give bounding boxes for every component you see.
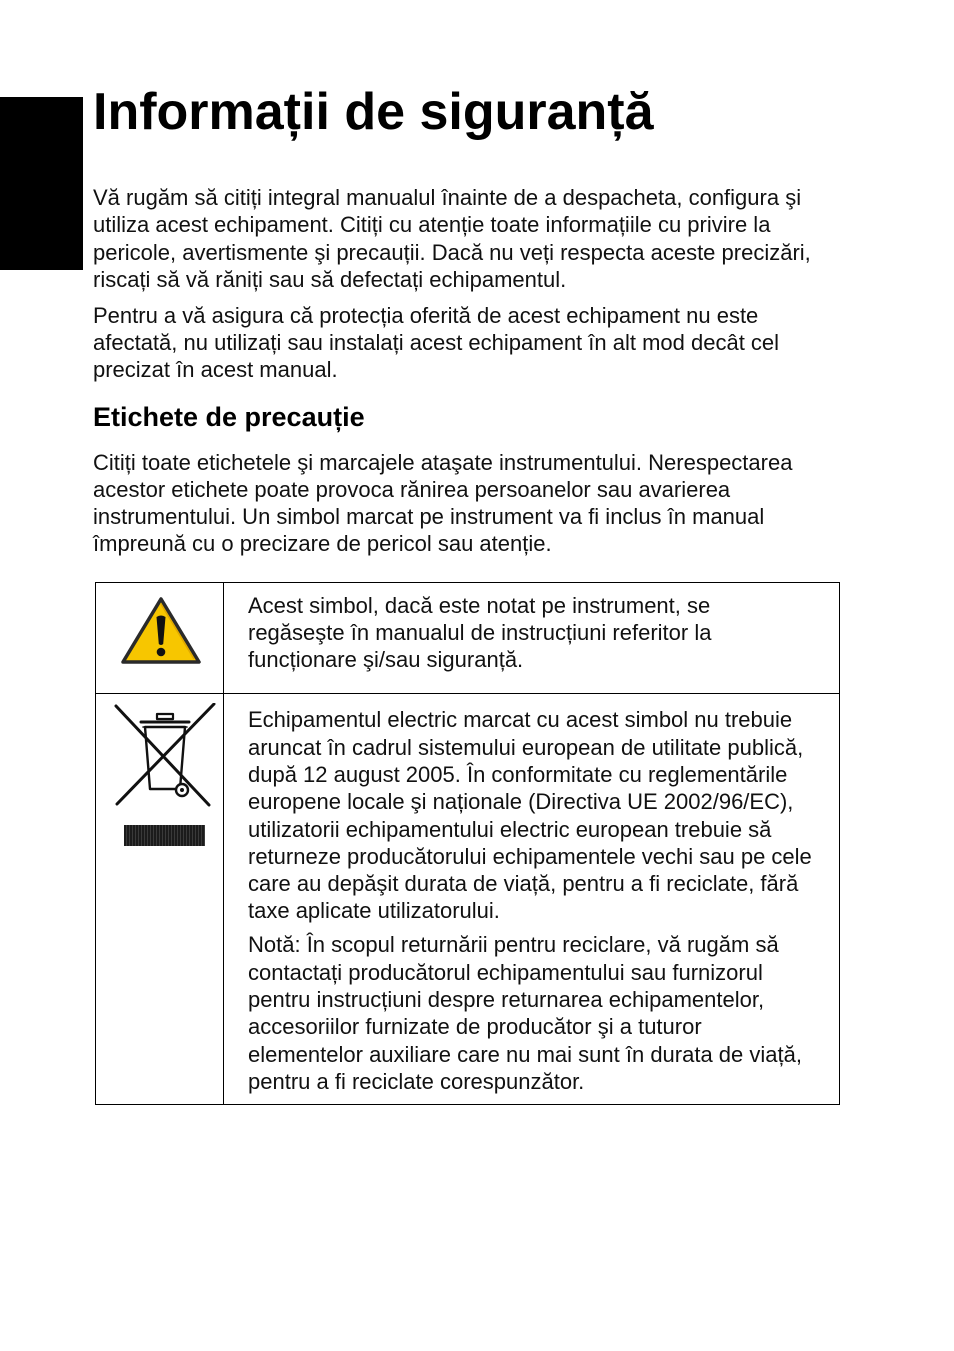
weee-marking-bar bbox=[124, 825, 205, 846]
paragraph-line: regăseşte în manualul de instrucțiuni referitor la bbox=[248, 619, 712, 645]
table-row bbox=[96, 693, 839, 1104]
paragraph-line: după 12 august 2005. În conformitate cu reglementările bbox=[248, 761, 788, 787]
page-title: Informații de siguranță bbox=[93, 83, 654, 141]
paragraph-line: accesoriilor furnizate de producător şi a tuturor bbox=[248, 1014, 702, 1040]
paragraph-line: afectată, nu utilizați sau instalați acest echipament în alt mod decât cel bbox=[93, 329, 780, 355]
paragraph-line: Citiți toate etichetele şi marcajele ataşate instrumentului. Nerespectarea bbox=[93, 449, 793, 475]
paragraph-line: contactați producătorul echipamentului sau furnizorul bbox=[248, 959, 763, 985]
paragraph-line: Pentru a vă asigura că protecția oferită de acest echipament nu este bbox=[93, 302, 759, 328]
symbols-table bbox=[95, 582, 840, 1105]
description-cell bbox=[224, 693, 839, 1104]
paragraph-line: Echipamentul electric marcat cu acest simbol nu trebuie bbox=[248, 707, 793, 733]
paragraph-line: împreună cu o precizare de pericol sau atenție. bbox=[93, 531, 552, 557]
precautions-paragraph bbox=[93, 449, 792, 558]
description-paragraph bbox=[248, 592, 711, 674]
symbol-cell bbox=[96, 693, 224, 1104]
paragraph-line: pericole, avertismente şi precauții. Dacă nu veți respecta aceste precizări, bbox=[93, 239, 811, 265]
paragraph-line: aruncat în cadrul sistemului european de utilitate publică, bbox=[248, 734, 804, 760]
paragraph-line: returneze producătorului echipamentele vechi sau pe cele bbox=[248, 843, 812, 869]
paragraph-line: funcționare şi/sau siguranță. bbox=[248, 647, 524, 673]
paragraph-line: instrumentului. Un simbol marcat pe instrument va fi inclus în manual bbox=[93, 504, 765, 530]
paragraph-line: care au depăşit durata de viață, pentru a fi reciclate, fără bbox=[248, 871, 799, 897]
paragraph-line: Vă rugăm să citiți integral manualul înainte de a despacheta, configura şi bbox=[93, 185, 802, 210]
symbol-cell bbox=[96, 583, 224, 693]
paragraph-line: utilizatorii echipamentului electric european trebuie să bbox=[248, 816, 772, 842]
paragraph-line: riscați să vă răniți sau să defectați echipamentul. bbox=[93, 266, 567, 292]
paragraph-line: taxe aplicate utilizatorului. bbox=[248, 898, 500, 924]
paragraph-line: pentru a fi reciclate corespunzător. bbox=[248, 1068, 585, 1094]
section-tab-marker bbox=[0, 97, 83, 270]
paragraph-line: pentru instrucțiuni despre returnarea echipamentelor, bbox=[248, 986, 765, 1012]
warning-triangle-icon bbox=[120, 596, 202, 666]
paragraph-line: precizat în acest manual. bbox=[93, 357, 338, 383]
note-paragraph bbox=[248, 931, 802, 1095]
paragraph-line: utiliza acest echipament. Citiți cu atenție toate informațiile cu privire la bbox=[93, 212, 771, 238]
intro-paragraph-1 bbox=[93, 184, 811, 293]
weee-crossed-bin-icon bbox=[113, 703, 217, 807]
paragraph-line: elementelor auxiliare care nu mai sunt în durata de viață, bbox=[248, 1041, 802, 1067]
section-heading: Etichete de precauție bbox=[93, 402, 365, 432]
paragraph-line: Notă: În scopul returnării pentru reciclare, vă rugăm să bbox=[248, 932, 779, 958]
paragraph-line: acestor etichete poate provoca rănirea persoanelor sau avarierea bbox=[93, 476, 731, 502]
paragraph-line: europene locale şi naționale (Directiva UE 2002/96/EC), bbox=[248, 789, 794, 815]
paragraph-line: Acest simbol, dacă este notat pe instrument, se bbox=[248, 592, 711, 618]
intro-paragraph-2 bbox=[93, 302, 779, 384]
description-paragraph bbox=[248, 706, 812, 924]
description-cell bbox=[224, 583, 839, 693]
table-row bbox=[96, 583, 839, 694]
